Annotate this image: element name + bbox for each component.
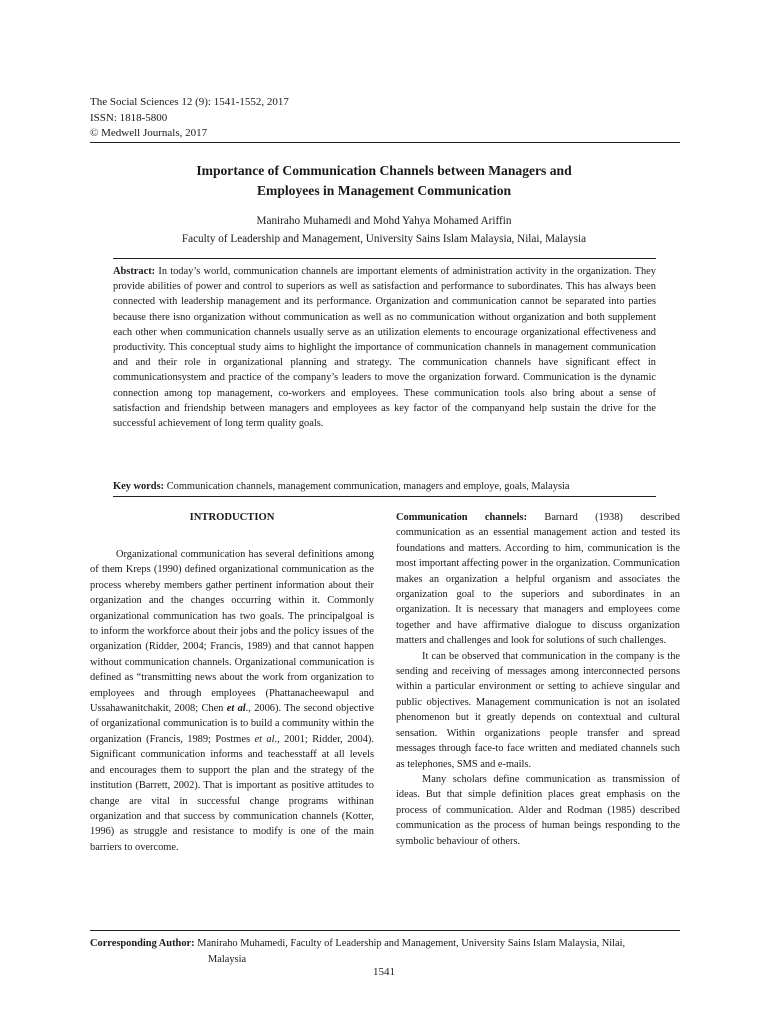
- abstract-label: Abstract:: [113, 266, 156, 277]
- abstract-top-rule: [113, 258, 656, 259]
- subsection-heading-communication-channels: Communication channels:: [396, 512, 528, 523]
- citation-et-al: et al: [254, 733, 275, 745]
- intro-text-part-3: ., 2001; Ridder, 2004). Significant communication informs and teachesstaff at all levels and encourages them to support the plan and the strategy of the institution (Barrett, 2002). That is important as positive attitudes to change are vital in successful change programs withinan organization and that success by communication channels (Kotter, 1996) as struggle and resistance to modify is one of the main barriers to overcome.: [90, 733, 374, 853]
- corresponding-author-text: Maniraho Muhamedi, Faculty of Leadership and Management, University Sains Islam Malaysia, Nilai,: [194, 938, 626, 949]
- intro-text-part-1: Organizational communication has several definitions among of them Kreps (1990) defined organizational communication as the process whereby members gather pertinent information about their organization and the changes occurring within it. Commonly organizational communication has two goals. The principalgoal is to inform the workforce about their jobs and the policy issues of the organization (Ridder, 2004; Francis, 1989) and that cannot happen without communication channels. Organizational communication is defined as “transmitting news about the work from organization to employees and through employees (Phattanacheewapul and Ussahawanitchakit, 2008; Chen: [90, 549, 374, 715]
- intro-paragraph: [90, 547, 374, 855]
- corresponding-author-note: [90, 936, 680, 967]
- keywords: [113, 479, 656, 494]
- author-names: Maniraho Muhamedi and Mohd Yahya Mohamed Ariffin: [256, 215, 512, 227]
- paper-title-line-2: Employees in Management Communication: [256, 183, 512, 198]
- left-column: [90, 510, 374, 855]
- journal-issn: ISSN: 1818-5800: [90, 111, 168, 124]
- keywords-label: Key words:: [113, 481, 165, 492]
- abstract-text: In today’s world, communication channels are important elements of administration activity in the organization. They provide abilities of power and control to superiors as well as satisfaction and performance to subordinates. This has always been connected with leadership management and its performance. Organization and communication cannot be separated into parties because there isno organization without communication as well as no communication without organization and both supplement each other when communication channels usually serve as an utilization elements to encourage organizational effectiveness and productivity. This conceptual study aims to highlight the importance of communication channels in management communication and and their role in organizational planning and strategy. The communication channels have significant effect in communicationsystem and practice of the company’s leaders to move the organization forward. Communication is the dynamic connection among top management, co-workers and employees. These communication tools also bring about a sense of satisfaction and friendship between managers and employees as key factor of the companyand help sustain the drive for the successful achievement of long term quality goals.: [113, 266, 656, 430]
- journal-citation: The Social Sciences 12 (9): 1541-1552, 2017: [90, 96, 289, 108]
- channels-text: Barnard (1938) described communication as an essential management action and tested its foundations and matters. According to him, communication is the most important affecting power in the organization. Communication makes an organization a helpful organism and associates the organization goal to the superiors and subordinates in an organization. It is necessary that managers and employees come together and have affirmative dialogue to discuss organization matters and challenges and look for solutions of such challenges.: [396, 512, 681, 647]
- author-affiliation: Faculty of Leadership and Management, University Sains Islam Malaysia, Nilai, Malaysia: [181, 233, 587, 245]
- paper-title-line-1: Importance of Communication Channels between Managers and: [196, 163, 572, 178]
- corresponding-author-country: Malaysia: [208, 953, 247, 965]
- header-rule: [90, 142, 680, 143]
- corresponding-author-label: Corresponding Author:: [90, 938, 195, 949]
- section-heading-introduction: INTRODUCTION: [189, 512, 275, 523]
- abstract: [113, 264, 656, 431]
- channels-paragraph: [396, 510, 680, 649]
- keywords-text: Communication channels, management communication, managers and employe, goals, Malaysia: [166, 481, 570, 492]
- journal-copyright: © Medwell Journals, 2017: [90, 127, 208, 139]
- body-paragraph: Many scholars define communication as transmission of ideas. But that simple definition places great emphasis on the process of communication. Alder and Rodman (1985) described communication as the process of human beings responding to the symbolic behaviour of others.: [396, 773, 680, 847]
- keywords-rule: [113, 496, 656, 497]
- page-number: 1541: [373, 966, 395, 978]
- journal-header: [90, 95, 289, 142]
- right-column: [396, 510, 680, 849]
- citation-et-al: et al: [226, 703, 246, 715]
- paper-title: [90, 161, 678, 201]
- footer-rule: [90, 930, 680, 931]
- intro-text-part-2: ., 2006). The second objective of organizational communication is to build a community within the organization (Francis, 1989; Postmes: [90, 703, 374, 745]
- body-paragraph: It can be observed that communication in the company is the sending and receiving of messages among interconnected persons within a particular environment or setting to achieve singular and public objectives. Management communication is not an isolated phenomenon but it greatly depends on contextual and cultural sensation. Within organizations people transfer and spread messages through face-to face written and mediated channels such as telephones, SMS and e-mails.: [396, 650, 680, 770]
- author-block: [90, 212, 678, 248]
